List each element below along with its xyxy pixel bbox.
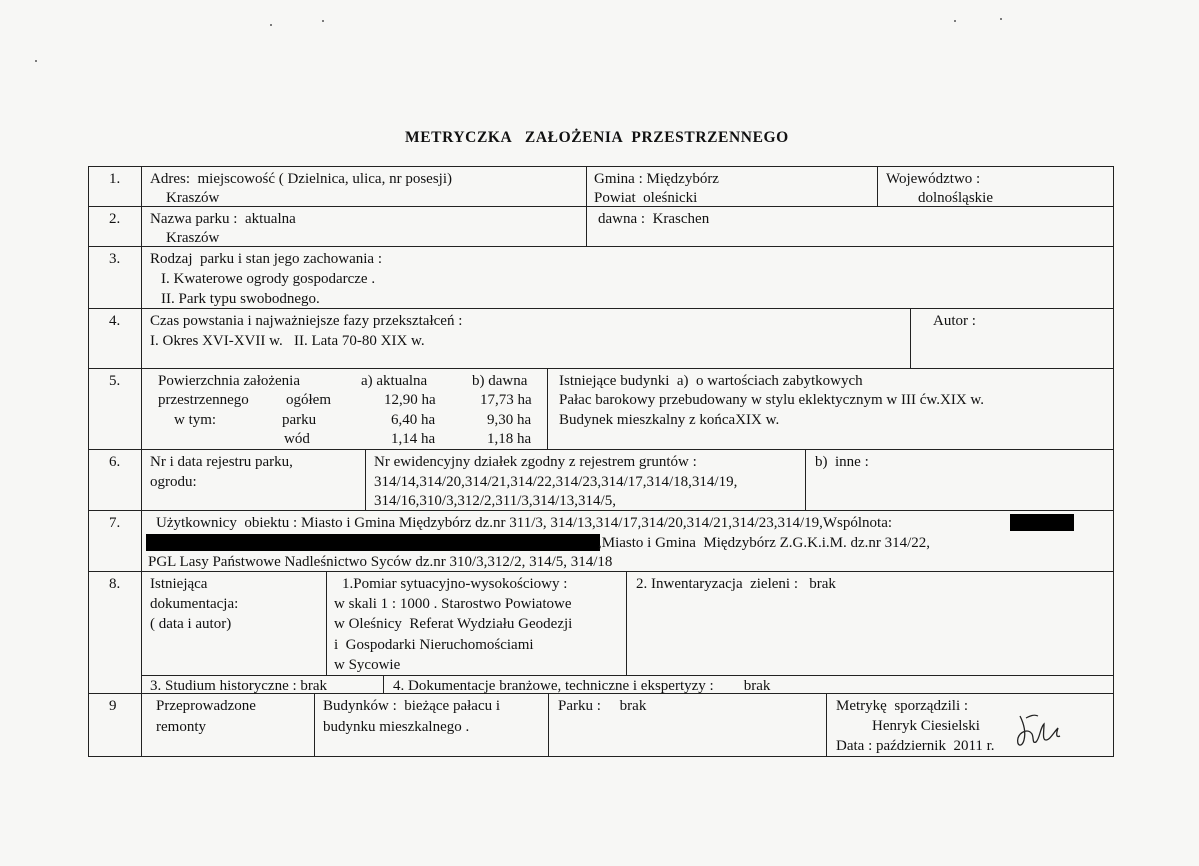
signature-icon xyxy=(1010,710,1068,754)
area-label: Powierzchnia założenia xyxy=(158,373,301,389)
park-type-label: Rodzaj parku i stan jego zachowania : xyxy=(150,251,383,267)
table-line xyxy=(326,571,327,675)
scan-speck xyxy=(322,20,324,22)
row-number: 2. xyxy=(109,211,121,227)
row-number: 8. xyxy=(109,576,121,592)
survey-entry: w Oleśnicy Referat Wydziału Geodezji xyxy=(334,616,573,632)
table-line xyxy=(877,166,878,206)
documentation-label: dokumentacja: xyxy=(150,596,239,612)
row-number: 6. xyxy=(109,454,121,470)
row-number: 3. xyxy=(109,251,121,267)
area-former-value: 9,30 ha xyxy=(487,412,532,428)
scan-speck xyxy=(954,20,956,22)
area-former-header: b) dawna xyxy=(472,373,528,389)
address-value: Kraszów xyxy=(166,190,220,206)
wojewodztwo-value: dolnośląskie xyxy=(918,190,993,206)
table-line xyxy=(141,675,1114,676)
park-name-label: Nazwa parku : aktualna xyxy=(150,211,296,227)
area-label: w tym: xyxy=(174,412,217,428)
area-label: przestrzennego xyxy=(158,392,249,408)
buildings-label: Istniejące budynki a) o wartościach zabytkowych xyxy=(559,373,863,389)
author-name: Henryk Ciesielski xyxy=(872,718,980,734)
documentation-label: Istniejąca xyxy=(150,576,208,592)
table-line xyxy=(88,246,1114,247)
wojewodztwo-label: Województwo : xyxy=(886,171,981,187)
survey-entry: w Sycowie xyxy=(334,657,401,673)
park-type-line: II. Park typu swobodnego. xyxy=(161,291,320,307)
users-line: ,Miasto i Gmina Międzybórz Z.G.K.i.M. dz.nr 314/22, xyxy=(598,535,931,551)
survey-entry: 1.Pomiar sytuacyjno-wysokościowy : xyxy=(342,576,568,592)
area-current-value: 1,14 ha xyxy=(391,431,436,447)
scan-speck xyxy=(1000,18,1002,20)
parcels-label: Nr ewidencyjny działek zgodny z rejestrem gruntów : xyxy=(374,454,697,470)
building-entry: Budynek mieszkalny z końcaXIX w. xyxy=(559,412,780,428)
register-label: ogrodu: xyxy=(150,474,197,490)
powiat: Powiat oleśnicki xyxy=(594,190,698,206)
table-line xyxy=(141,166,142,757)
parcels-list: 314/16,310/3,312/2,311/3,314/13,314/5, xyxy=(374,493,616,509)
table-line xyxy=(88,449,1114,450)
area-park-label: parku xyxy=(282,412,317,428)
area-current-header: a) aktualna xyxy=(361,373,428,389)
building-entry: Pałac barokowy przebudowany w stylu eklektycznym w III ćw.XIX w. xyxy=(559,392,985,408)
area-water-label: wód xyxy=(284,431,310,447)
park-renovations: Parku : brak xyxy=(558,698,647,714)
register-label: Nr i data rejestru parku, xyxy=(150,454,293,470)
scan-speck xyxy=(35,60,37,62)
renovations-label: Przeprowadzone xyxy=(156,698,256,714)
history-value: I. Okres XVI-XVII w. II. Lata 70-80 XIX w. xyxy=(150,333,425,349)
table-line xyxy=(365,449,366,510)
table-line xyxy=(1113,166,1114,757)
gmina: Gmina : Międzybórz xyxy=(594,171,719,187)
table-line xyxy=(548,693,549,756)
users-line: Użytkownicy obiektu : Miasto i Gmina Międzybórz dz.nr 311/3, 314/13,314/17,314/20,314/21,314/23,314/19,Wspólnota: xyxy=(156,515,893,531)
row-number: 1. xyxy=(109,171,121,187)
former-name: dawna : Kraschen xyxy=(598,211,710,227)
table-line xyxy=(826,693,827,756)
history-label: Czas powstania i najważniejsze fazy przekształceń : xyxy=(150,313,463,329)
table-line xyxy=(626,571,627,675)
row-number: 9 xyxy=(109,698,117,714)
area-current-value: 6,40 ha xyxy=(391,412,436,428)
greenery-inventory: 2. Inwentaryzacja zieleni : brak xyxy=(636,576,836,592)
scan-speck xyxy=(270,24,272,26)
redaction-bar xyxy=(1010,514,1074,531)
survey-entry: w skali 1 : 1000 . Starostwo Powiatowe xyxy=(334,596,572,612)
renovations-label: remonty xyxy=(156,719,206,735)
table-line xyxy=(88,166,1114,167)
row-number: 7. xyxy=(109,515,121,531)
technical-documentation: 4. Dokumentacje branżowe, techniczne i ekspertyzy : brak xyxy=(393,678,771,694)
table-line xyxy=(88,756,1114,757)
table-line xyxy=(383,675,384,693)
table-line xyxy=(547,368,548,449)
table-line xyxy=(805,449,806,510)
buildings-renovations: Budynków : bieżące pałacu i xyxy=(323,698,501,714)
documentation-label: ( data i autor) xyxy=(150,616,232,632)
survey-entry: i Gospodarki Nieruchomościami xyxy=(334,637,534,653)
area-current-value: 12,90 ha xyxy=(384,392,436,408)
row-number: 4. xyxy=(109,313,121,329)
other-label: b) inne : xyxy=(815,454,869,470)
buildings-renovations: budynku mieszkalnego . xyxy=(323,719,470,735)
table-line xyxy=(586,166,587,246)
users-line: PGL Lasy Państwowe Nadleśnictwo Syców dz.nr 310/3,312/2, 314/5, 314/18 xyxy=(148,554,613,570)
parcels-list: 314/14,314/20,314/21,314/22,314/23,314/17,314/18,314/19, xyxy=(374,474,738,490)
address-label: Adres: miejscowość ( Dzielnica, ulica, nr posesji) xyxy=(150,171,452,187)
author-label: Autor : xyxy=(933,313,976,329)
park-name-value: Kraszów xyxy=(166,230,220,246)
park-type-line: I. Kwaterowe ogrody gospodarcze . xyxy=(161,271,376,287)
prepared-by-label: Metrykę sporządzili : xyxy=(836,698,969,714)
table-line xyxy=(314,693,315,756)
area-former-value: 1,18 ha xyxy=(487,431,532,447)
table-line xyxy=(910,308,911,368)
area-total-label: ogółem xyxy=(286,392,331,408)
table-line xyxy=(88,368,1114,369)
historical-study: 3. Studium historyczne : brak xyxy=(150,678,328,694)
area-former-value: 17,73 ha xyxy=(480,392,532,408)
document-date: Data : październik 2011 r. xyxy=(836,738,995,754)
table-line xyxy=(88,166,89,757)
row-number: 5. xyxy=(109,373,121,389)
document-title: METRYCZKA ZAŁOŻENIA PRZESTRZENNEGO xyxy=(405,129,789,146)
redaction-bar xyxy=(146,534,600,551)
